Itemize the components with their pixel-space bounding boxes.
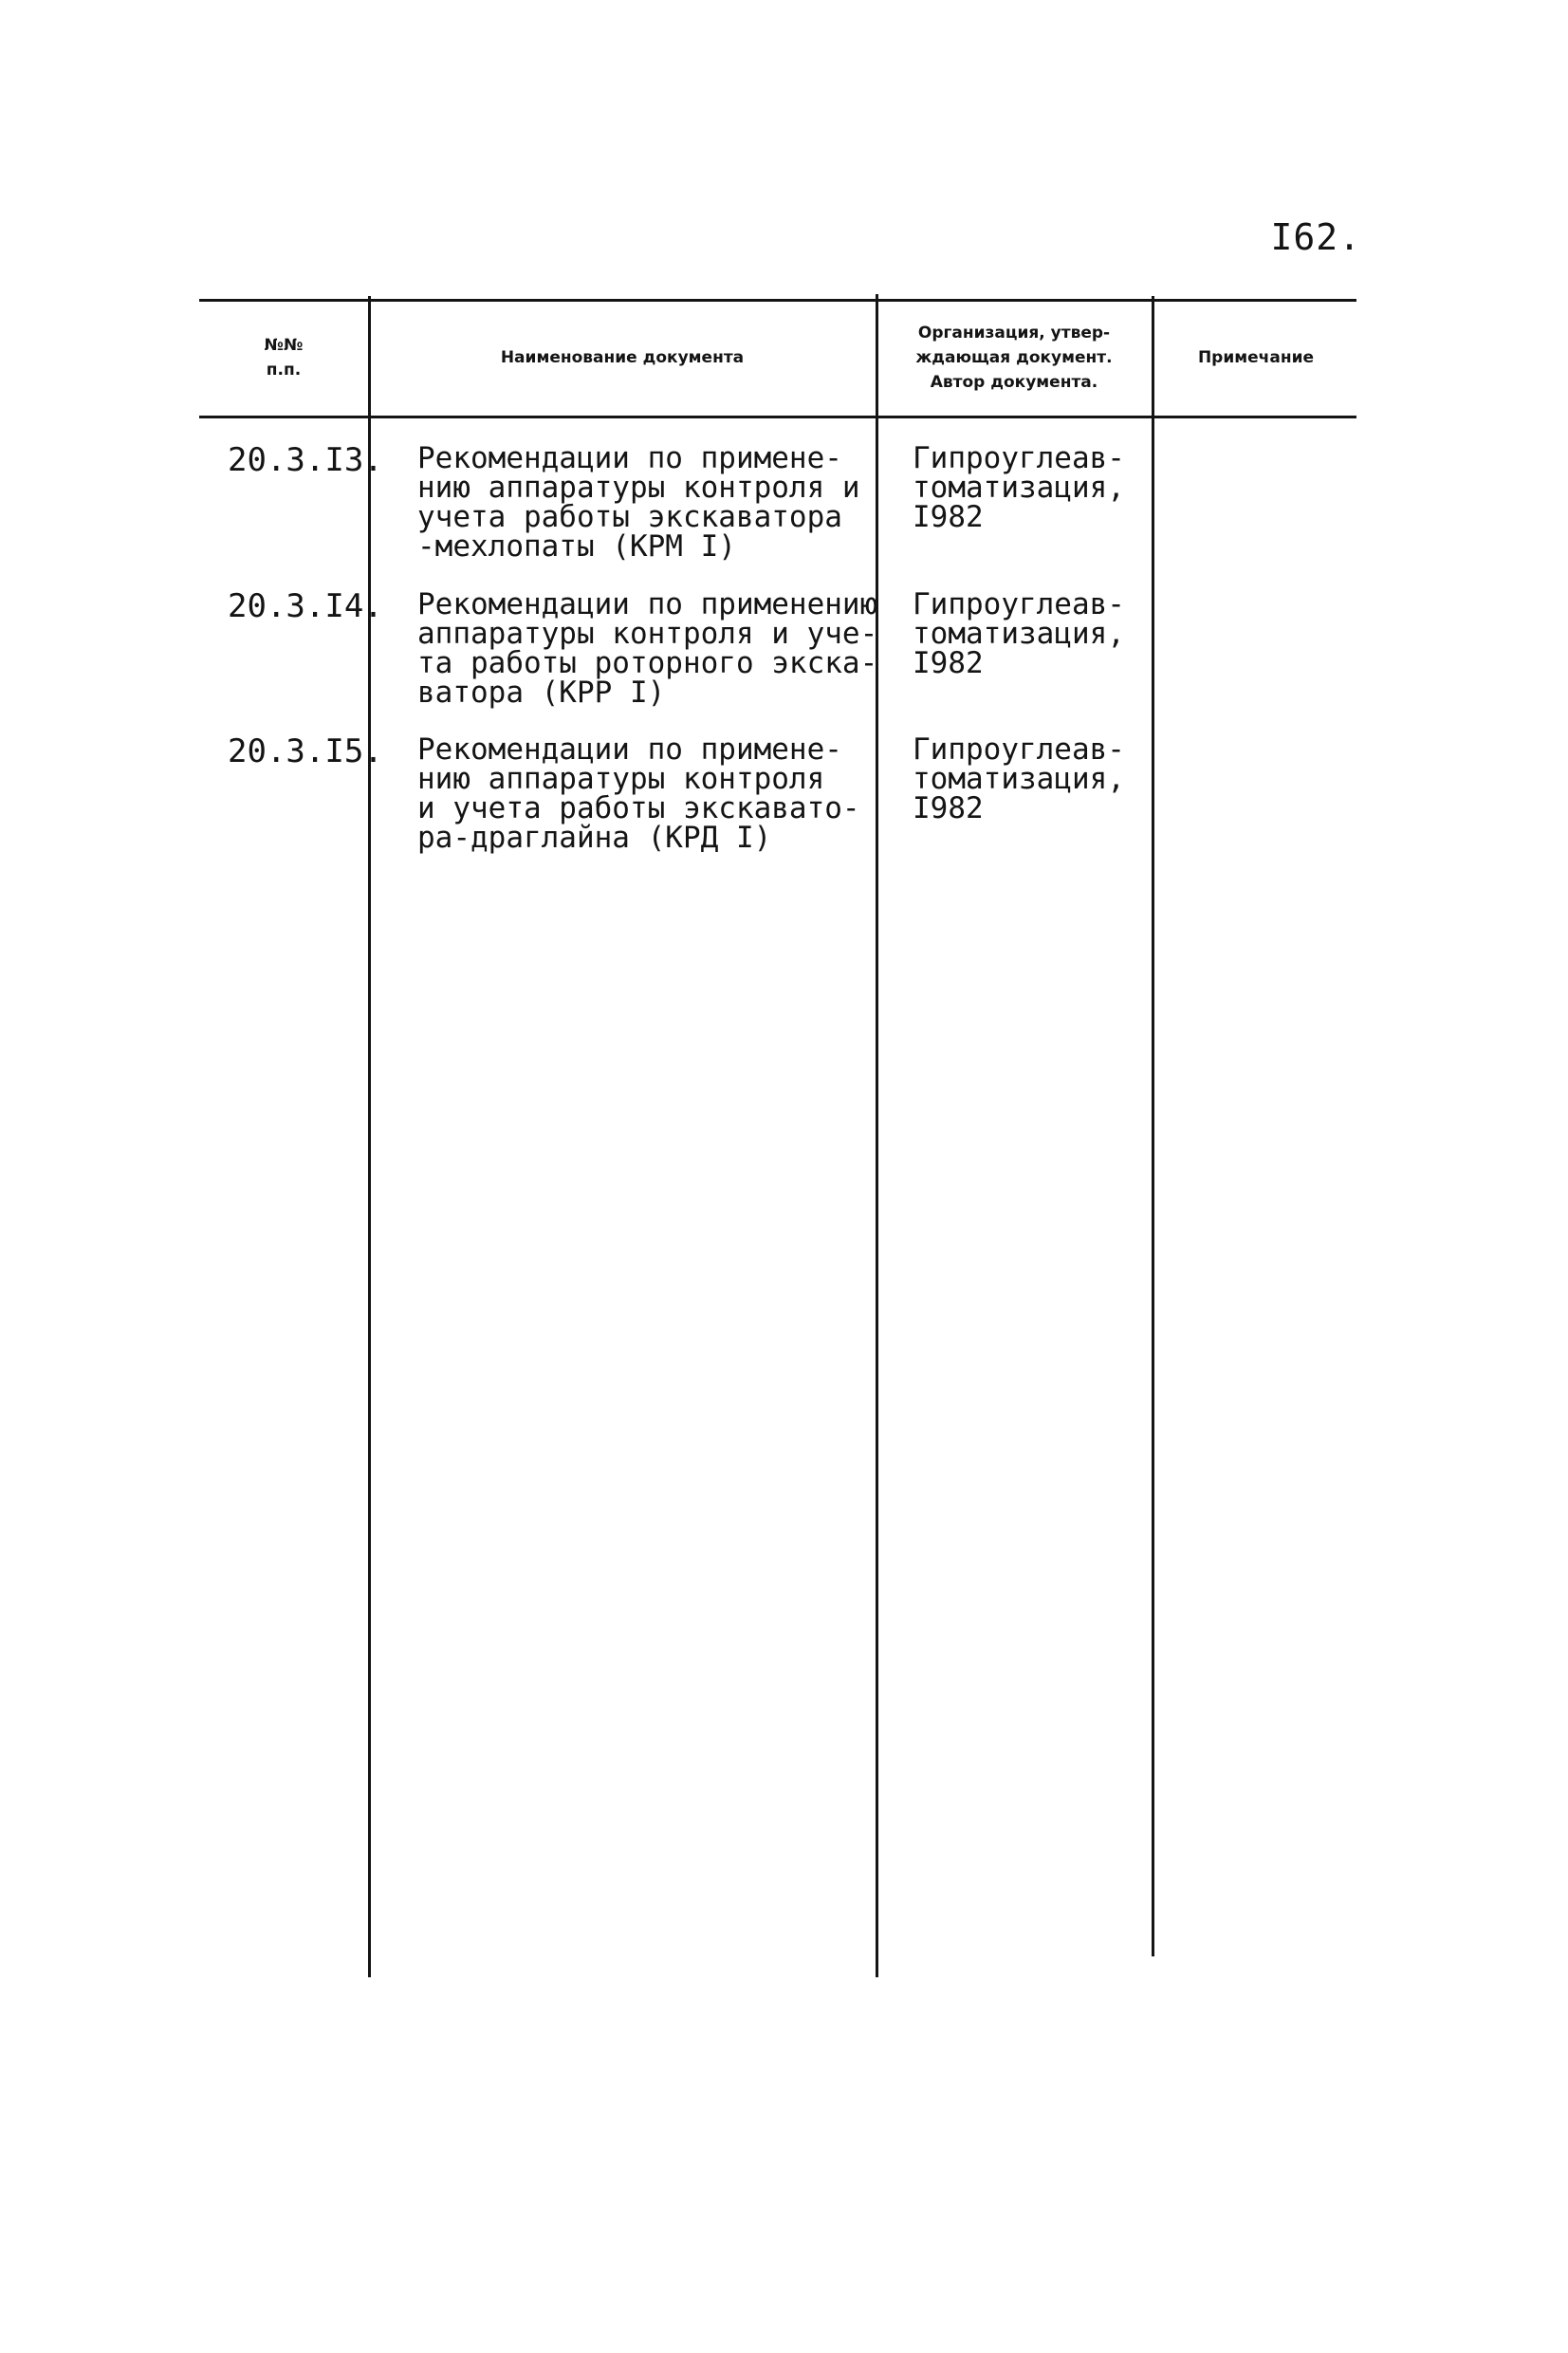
header-note [1155,304,1356,412]
header-number-line2: п.п. [266,361,302,380]
row-document-name: Рекомендации по примене- нию аппаратуры контроля и учета работы экскаватора -мехлопаты (КРМ I) [417,441,860,564]
row-organization: Гипроуглеав- томатизация, I982 [913,732,1125,825]
row-document-name: Рекомендации по примене- нию аппаратуры контроля и учета работы экскавато- ра-драглайна (КРД I) [417,732,860,855]
row-organization: Гипроуглеав- томатизация, I982 [913,441,1125,534]
column-divider-3 [1152,296,1154,1956]
header-number [201,304,366,412]
header-document-name-text: Наименование документа [500,348,745,367]
header-note-text: Примечание [1197,348,1315,367]
header-organization-line2: ждающая документ. [915,348,1113,367]
row-number: 20.3.I4. [228,587,383,625]
row-organization: Гипроуглеав- томатизация, I982 [913,587,1125,680]
header-organization-line3: Автор документа. [930,373,1098,392]
header-organization [879,304,1149,412]
row-document-name: Рекомендации по применению аппаратуры контроля и уче- та работы роторного экска- ватора (КРР I) [417,587,878,710]
column-divider-1 [368,296,371,1977]
row-number: 20.3.I5. [228,732,383,770]
table-header-rule [199,416,1356,418]
row-number: 20.3.I3. [228,441,383,479]
table-top-rule [199,299,1356,302]
header-number-line1: №№ [264,336,304,355]
header-document-name [372,304,873,412]
header-organization-line1: Организация, утвер- [917,324,1111,343]
page-number: I62. [1270,216,1361,258]
